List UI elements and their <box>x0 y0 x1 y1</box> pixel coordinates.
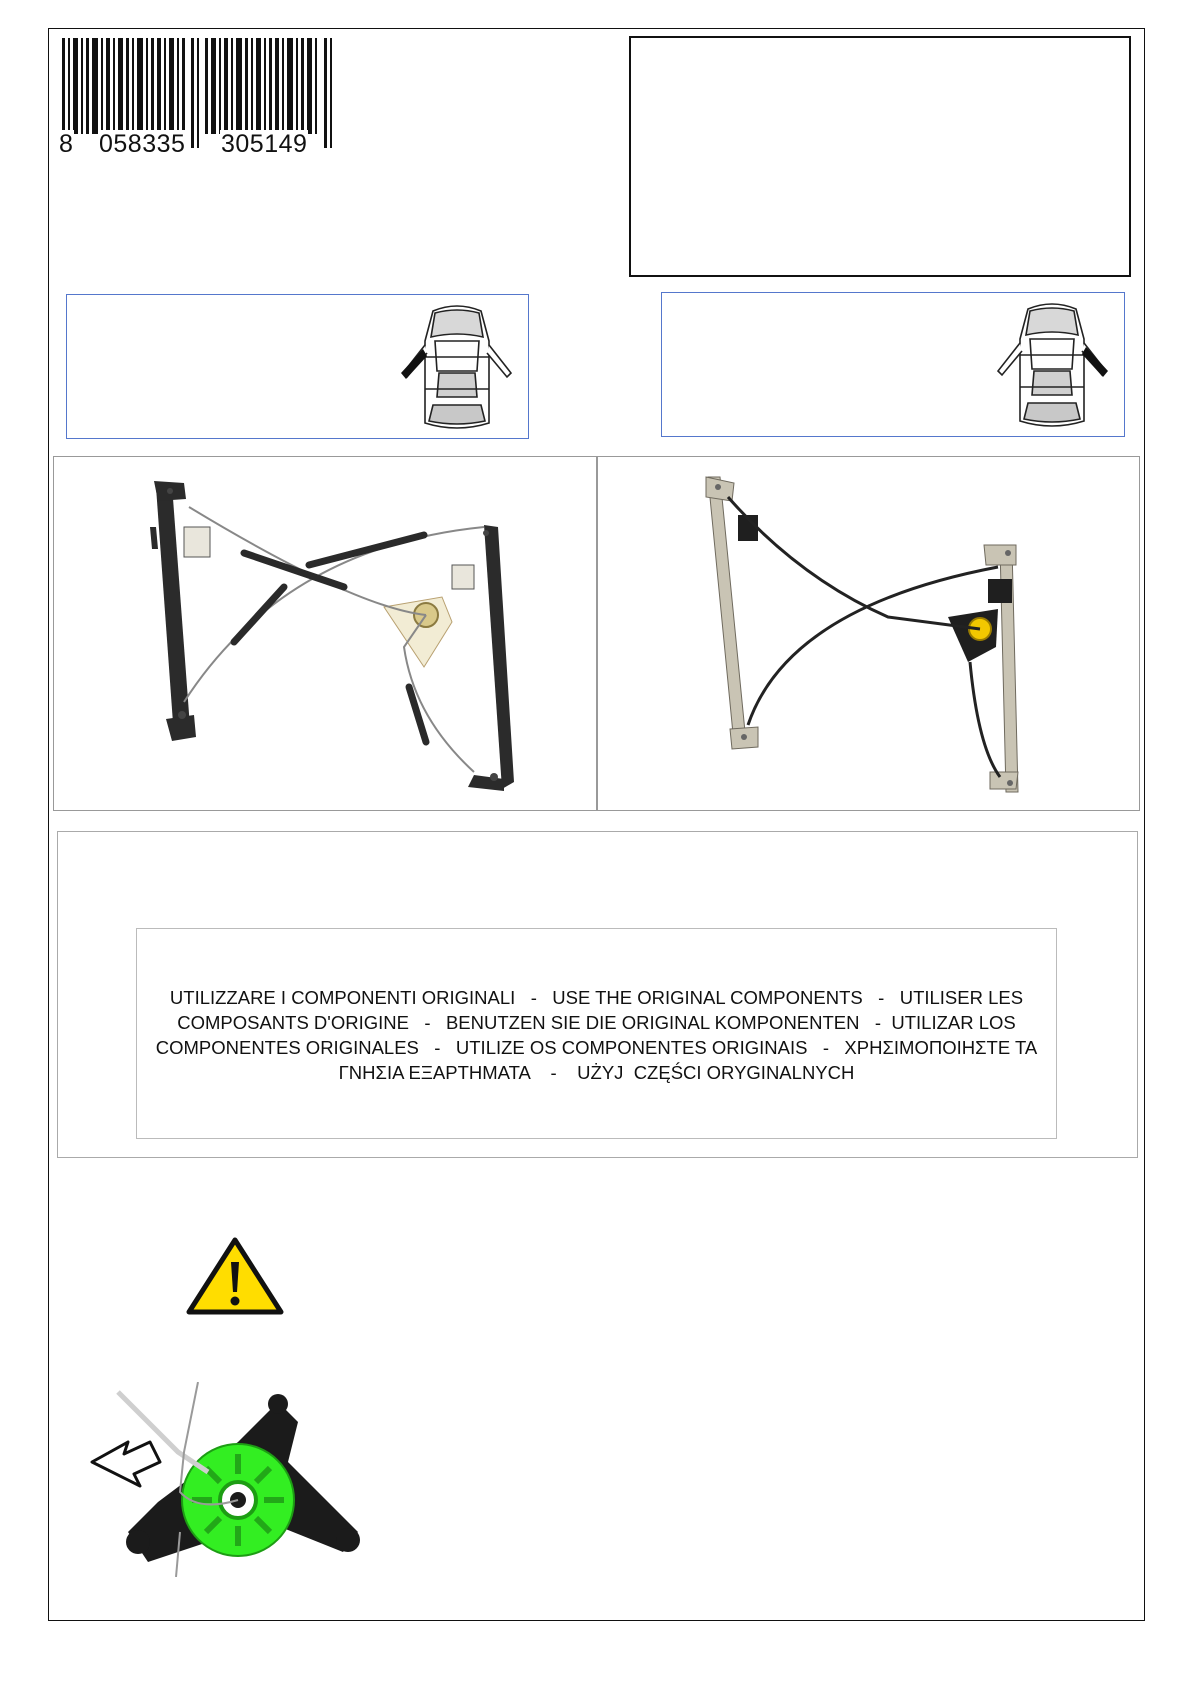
left-side-box <box>66 294 529 439</box>
right-side-box <box>661 292 1125 437</box>
window-regulator-dark-image <box>54 457 598 812</box>
pointing-arrow-icon <box>92 1442 160 1486</box>
car-left-door-open-icon <box>397 301 517 435</box>
notice-line-3: COMPONENTES ORIGINALES - UTILIZE OS COMPONENTES ORIGINAIS - ΧΡΗΣΙΜΟΠΟΙΗΣΤΕ ΤΑ <box>155 1037 1038 1058</box>
product-label-box <box>629 36 1131 277</box>
car-right-door-open-icon <box>992 299 1112 433</box>
regulator-photo-left <box>53 456 597 811</box>
barcode-digits-group1: 058335 <box>99 130 186 158</box>
notice-line-2: COMPOSANTS D'ORIGINE - BENUTZEN SIE DIE ORIGINAL KOMPONENTEN - UTILIZAR LOS <box>177 1012 1016 1033</box>
warning-triangle-icon <box>186 1236 284 1316</box>
regulator-photo-right <box>597 456 1140 811</box>
window-regulator-silver-image <box>598 457 1141 812</box>
notice-line-1: UTILIZZARE I COMPONENTI ORIGINALI - USE THE ORIGINAL COMPONENTS - UTILISER LES <box>169 987 1024 1008</box>
notice-line-4: ΓΝΗΣΙΑ ΕΞΑΡΤΗΜΑΤΑ - UŻYJ CZĘŚCI ORYGINALNYCH <box>338 1062 855 1083</box>
barcode-digits-group2: 305149 <box>221 130 308 158</box>
barcode-digit-first: 8 <box>59 130 74 158</box>
original-components-notice <box>136 928 1057 1139</box>
notice-text <box>137 985 1056 1085</box>
pulley-detail-image <box>88 1382 388 1577</box>
barcode-number <box>58 130 348 158</box>
